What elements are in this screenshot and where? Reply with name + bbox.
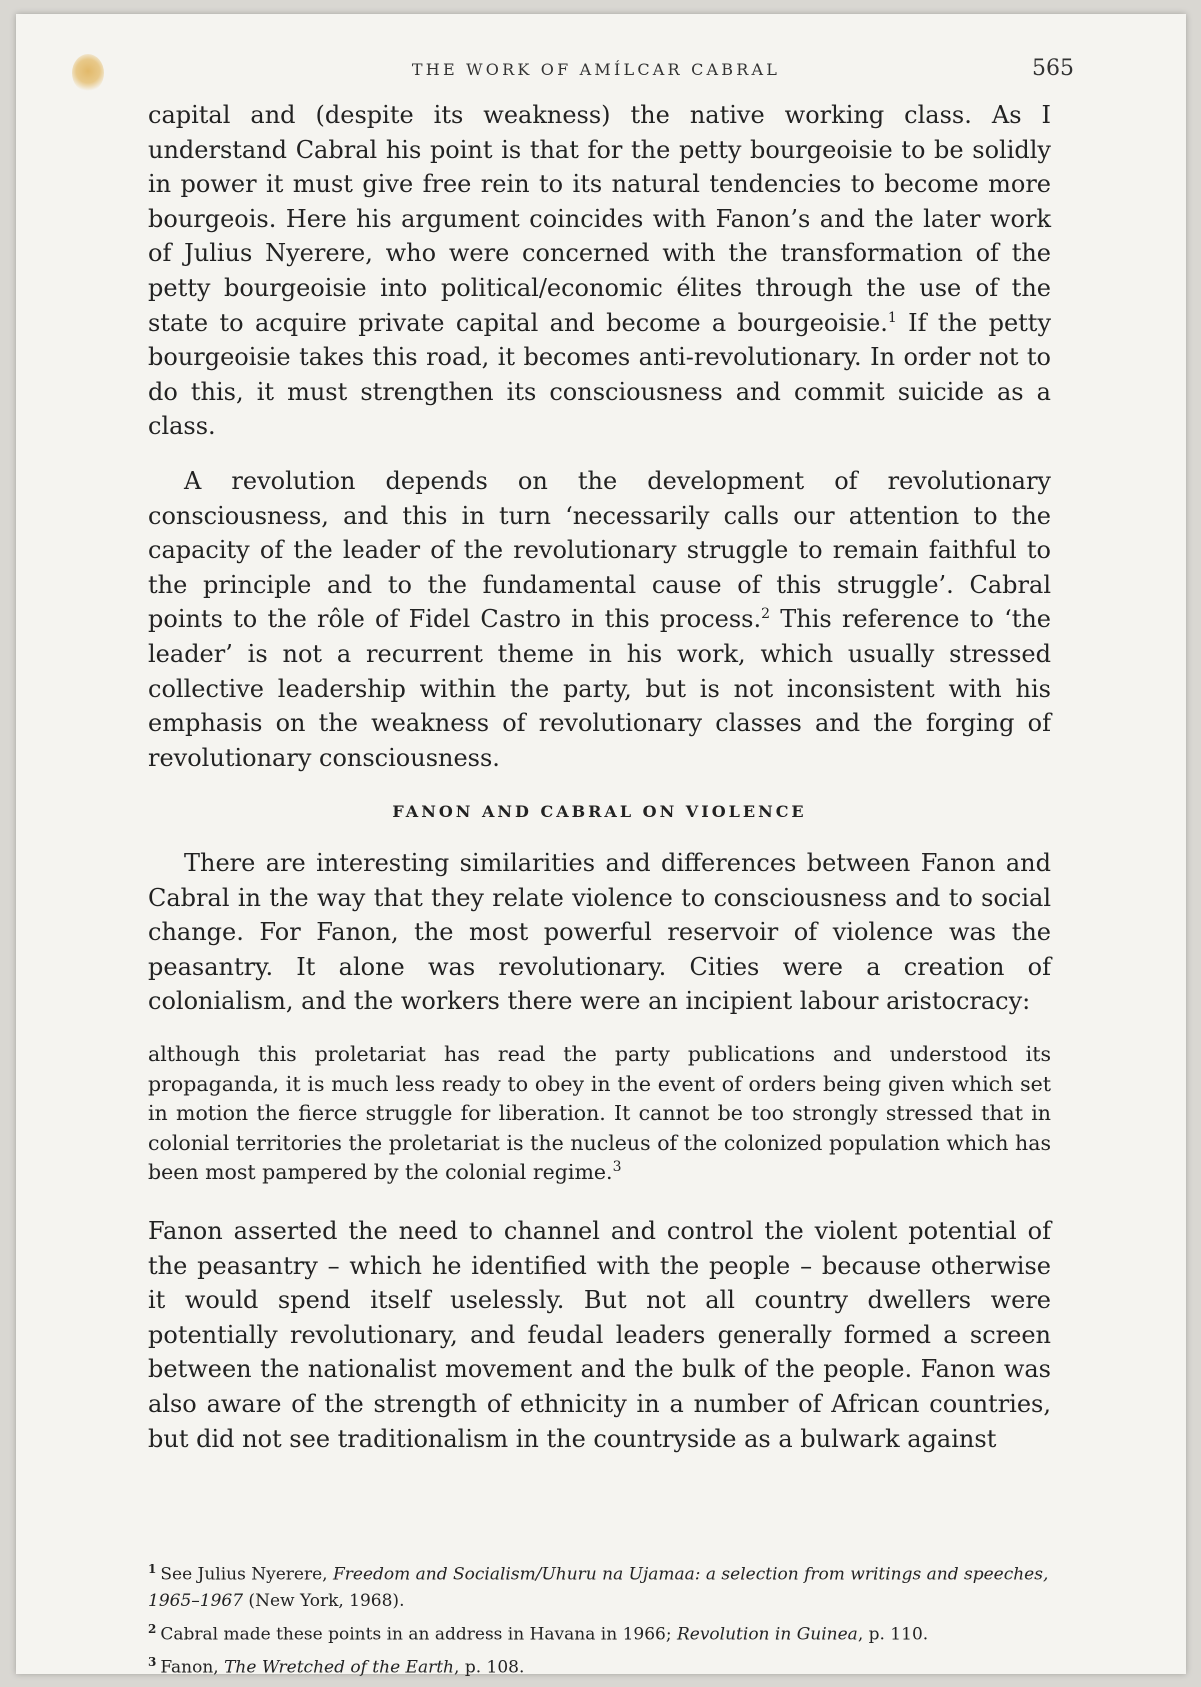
- book-page: [16, 14, 1186, 1678]
- paragraph-2-text-a: A revolution depends on the development of revolutionary consciousness, and this in turn ‘necessarily calls our attention to the capacity of the leader of the revolutionary struggle to remain faithful to the principle and to the fundamental cause of this struggle’. Cabral points to the rôle of Fidel Castro in this process.: [148, 467, 1051, 634]
- running-head: THE WORK OF AMÍLCAR CABRAL: [411, 60, 781, 79]
- paragraph-3-text: There are interesting similarities and differences between Fanon and Cabral in the way that they relate violence to consciousness and to social change. For Fanon, the most powerful reservoir of violence was the peasantry. It alone was revolutionary. Cities were a creation of colonialism, and the workers there were an incipient labour aristocracy:: [148, 849, 1051, 1016]
- footnote-title: The Wretched of the Earth: [224, 1657, 455, 1678]
- footnote-title: Freedom and Socialism/Uhuru na Ujamaa: a selection from writings and speeches, 1965–1967: [148, 1564, 1049, 1611]
- footnote-ref-3: 3: [612, 1159, 622, 1176]
- footnote-number: 2: [148, 1621, 157, 1636]
- footnote-text: (New York, 1968).: [243, 1590, 405, 1611]
- footnotes: [148, 1556, 1051, 1683]
- paragraph-1-text-a: capital and (despite its weakness) the native working class. As I understand Cabral his point is that for the petty bourgeoisie to be solidly in power it must give free rein to its natural tendencies to become more bourgeois. Here his argument coincides with Fanon’s and the later work of Julius Nyerere, who were concerned with the transformation of the petty bourgeoisie into political/economic élites through the use of the state to acquire private capital and become a bourgeoisie.: [148, 101, 1051, 337]
- footnote-ref-2: 2: [761, 606, 771, 623]
- paragraph-4-text: Fanon asserted the need to channel and control the violent potential of the peasantry – which he identified with the people – because otherwise it would spend itself uselessly. But not all country dwellers were potentially revolutionary, and feudal leaders generally formed a screen between the nationalist movement and the bulk of the people. Fanon was also aware of the strength of ethnicity in a number of African countries, but did not see traditionalism in the countryside as a bulwark against: [148, 1217, 1051, 1453]
- footnote-text: , p. 110.: [857, 1624, 929, 1645]
- footnote-ref-1: 1: [887, 309, 897, 326]
- block-quote-text: although this proletariat has read the party publications and understood its propaganda, it is much less ready to obey in the event of orders being given which set in motion the fierce struggle for liberation. It cannot be too strongly stressed that in colonial territories the proletariat is the nucleus of the colonized population which has been most pampered by the colonial regime.: [148, 1042, 1051, 1185]
- page-number: 565: [1032, 56, 1074, 81]
- footnote-title: Revolution in Guinea: [676, 1624, 858, 1645]
- footnote-number: 3: [148, 1655, 157, 1670]
- section-heading: FANON AND CABRAL ON VIOLENCE: [392, 802, 807, 821]
- paragraph-1-text-b: If the petty bourgeoisie takes this road, it becomes anti-revolutionary. In order not to do this, it must strengthen its consciousness and commit suicide as a class.: [148, 308, 1052, 441]
- footnote-number: 1: [148, 1562, 157, 1576]
- paragraph-2: [148, 464, 1051, 775]
- footnote-3: [148, 1649, 1051, 1681]
- paragraph-3: [148, 846, 1051, 1019]
- page-header: [136, 56, 1074, 88]
- footnote-text: Cabral made these points in an address in Havana in 1966;: [160, 1624, 677, 1645]
- paragraph-2-text-b: This reference to ‘the leader’ is not a recurrent theme in his work, which usually stressed collective leadership within the party, but is not inconsistent with his emphasis on the weakness of revolutionary classes and the forging of revolutionary consciousness.: [148, 605, 1051, 772]
- footnote-text: , p. 108.: [454, 1657, 525, 1678]
- paragraph-1: [148, 98, 1051, 444]
- paragraph-4: [148, 1214, 1051, 1456]
- block-quote: [148, 1040, 1051, 1188]
- footnote-2: [148, 1616, 1051, 1648]
- footnote-text: Fanon,: [160, 1657, 225, 1678]
- footnote-1: [148, 1556, 1051, 1614]
- stain-mark: [72, 54, 104, 92]
- footnote-text: See Julius Nyerere,: [160, 1564, 333, 1585]
